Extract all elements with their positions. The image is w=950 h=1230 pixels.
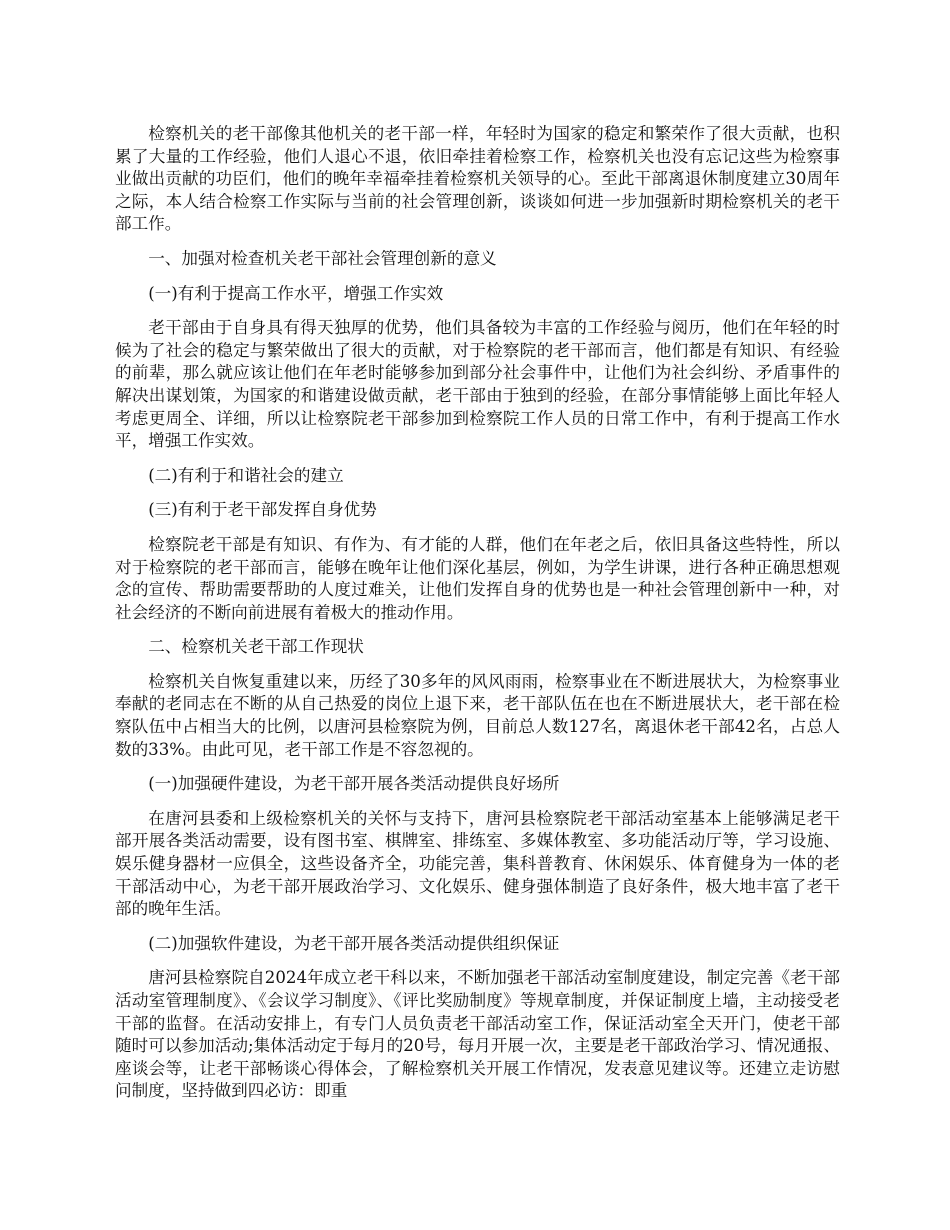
paragraph-intro: 检察机关的老干部像其他机关的老干部一样，年轻时为国家的稳定和繁荣作了很大贡献，也积累了大量的工作经验，他们人退心不退，依旧牵挂着检察工作，检察机关也没有忘记这些为检察事业做出贡献的功臣们，他们的晚年幸福牵挂着检察机关领导的心。至此干部离退休制度建立30周年之际，本人结合检察工作实际与当前的社会管理创新，谈谈如何进一步加强新时期检察机关的老干部工作。	[115, 124, 840, 234]
document-body	[115, 123, 840, 1115]
paragraph-2-1: 在唐河县委和上级检察机关的关怀与支持下，唐河县检察院老干部活动室基本上能够满足老干部开展各类活动需要，设有图书室、棋牌室、排练室、多媒体教室、多功能活动厅等，学习设施、娱乐健身器材一应俱全，这些设备齐全，功能完善，集科普教育、休闲娱乐、体育健身为一体的老干部活动中心，为老干部开展政治学习、文化娱乐、健身强体制造了良好条件，极大地丰富了老干部的晚年生活。	[115, 808, 840, 919]
paragraph-1-3: 检察院老干部是有知识、有作为、有才能的人群，他们在年老之后，依旧具备这些特性，所以对于检察院的老干部而言，能够在晚年让他们深化基层，例如，为学生讲课，进行各种正确思想观念的宣传、帮助需要帮助的人度过难关，让他们发挥自身的优势也是一种社会管理创新中一种，对社会经济的不断向前进展有着极大的推动作用。	[115, 534, 840, 622]
paragraph-2-2: 唐河县检察院自2024年成立老干科以来，不断加强老干部活动室制度建设，制定完善《老干部活动室管理制度》、《会议学习制度》、《评比奖励制度》等规章制度，并保证制度上墙，主动接受老干部的监督。在活动安排上，有专门人员负责老干部活动室工作，保证活动室全天开门，使老干部随时可以参加活动;集体活动定于每月的20号，每月开展一次，主要是老干部政治学习、情况通报、座谈会等，让老干部畅谈心得体会，了解检察机关开展工作情况，发表意见建议等。还建立走访慰问制度，坚持做到四必访：即重	[115, 968, 840, 1101]
subsection-heading-2-1: (一)加强硬件建设，为老干部开展各类活动提供良好场所	[148, 774, 560, 794]
section-heading-1: 一、加强对检查机关老干部社会管理创新的意义	[148, 248, 497, 268]
subsection-heading-1-1: (一)有利于提高工作水平，增强工作实效	[148, 283, 444, 303]
paragraph-1-1: 老干部由于自身具有得天独厚的优势，他们具备较为丰富的工作经验与阅历，他们在年轻的时候为了社会的稳定与繁荣做出了很大的贡献，对于检察院的老干部而言，他们都是有知识、有经验的前辈，那么就应该让他们在年老时能够参加到部分社会事件中，让他们为社会纠纷、矛盾事件的解决出谋划策，为国家的和谐建设做贡献，老干部由于独到的经验，在部分事情能够上面比年轻人考虑更周全、详细，所以让检察院老干部参加到检察院工作人员的日常工作中，有利于提高工作水平，增强工作实效。	[115, 318, 840, 451]
subsection-heading-1-2: (二)有利于和谐社会的建立	[148, 465, 344, 485]
paragraph-2: 检察机关自恢复重建以来，历经了30多年的风风雨雨，检察事业在不断进展状大，为检察事业奉献的老同志在不断的从自己热爱的岗位上退下来，老干部队伍在也在不断进展状大，老干部在检察队伍中占相当大的比例，以唐河县检察院为例，目前总人数127名，离退休老干部42名，占总人数的33%。由此可见，老干部工作是不容忽视的。	[115, 671, 840, 759]
subsection-heading-1-3: (三)有利于老干部发挥自身优势	[148, 500, 377, 520]
section-heading-2: 二、检察机关老干部工作现状	[148, 637, 364, 657]
subsection-heading-2-2: (二)加强软件建设，为老干部开展各类活动提供组织保证	[148, 933, 560, 953]
